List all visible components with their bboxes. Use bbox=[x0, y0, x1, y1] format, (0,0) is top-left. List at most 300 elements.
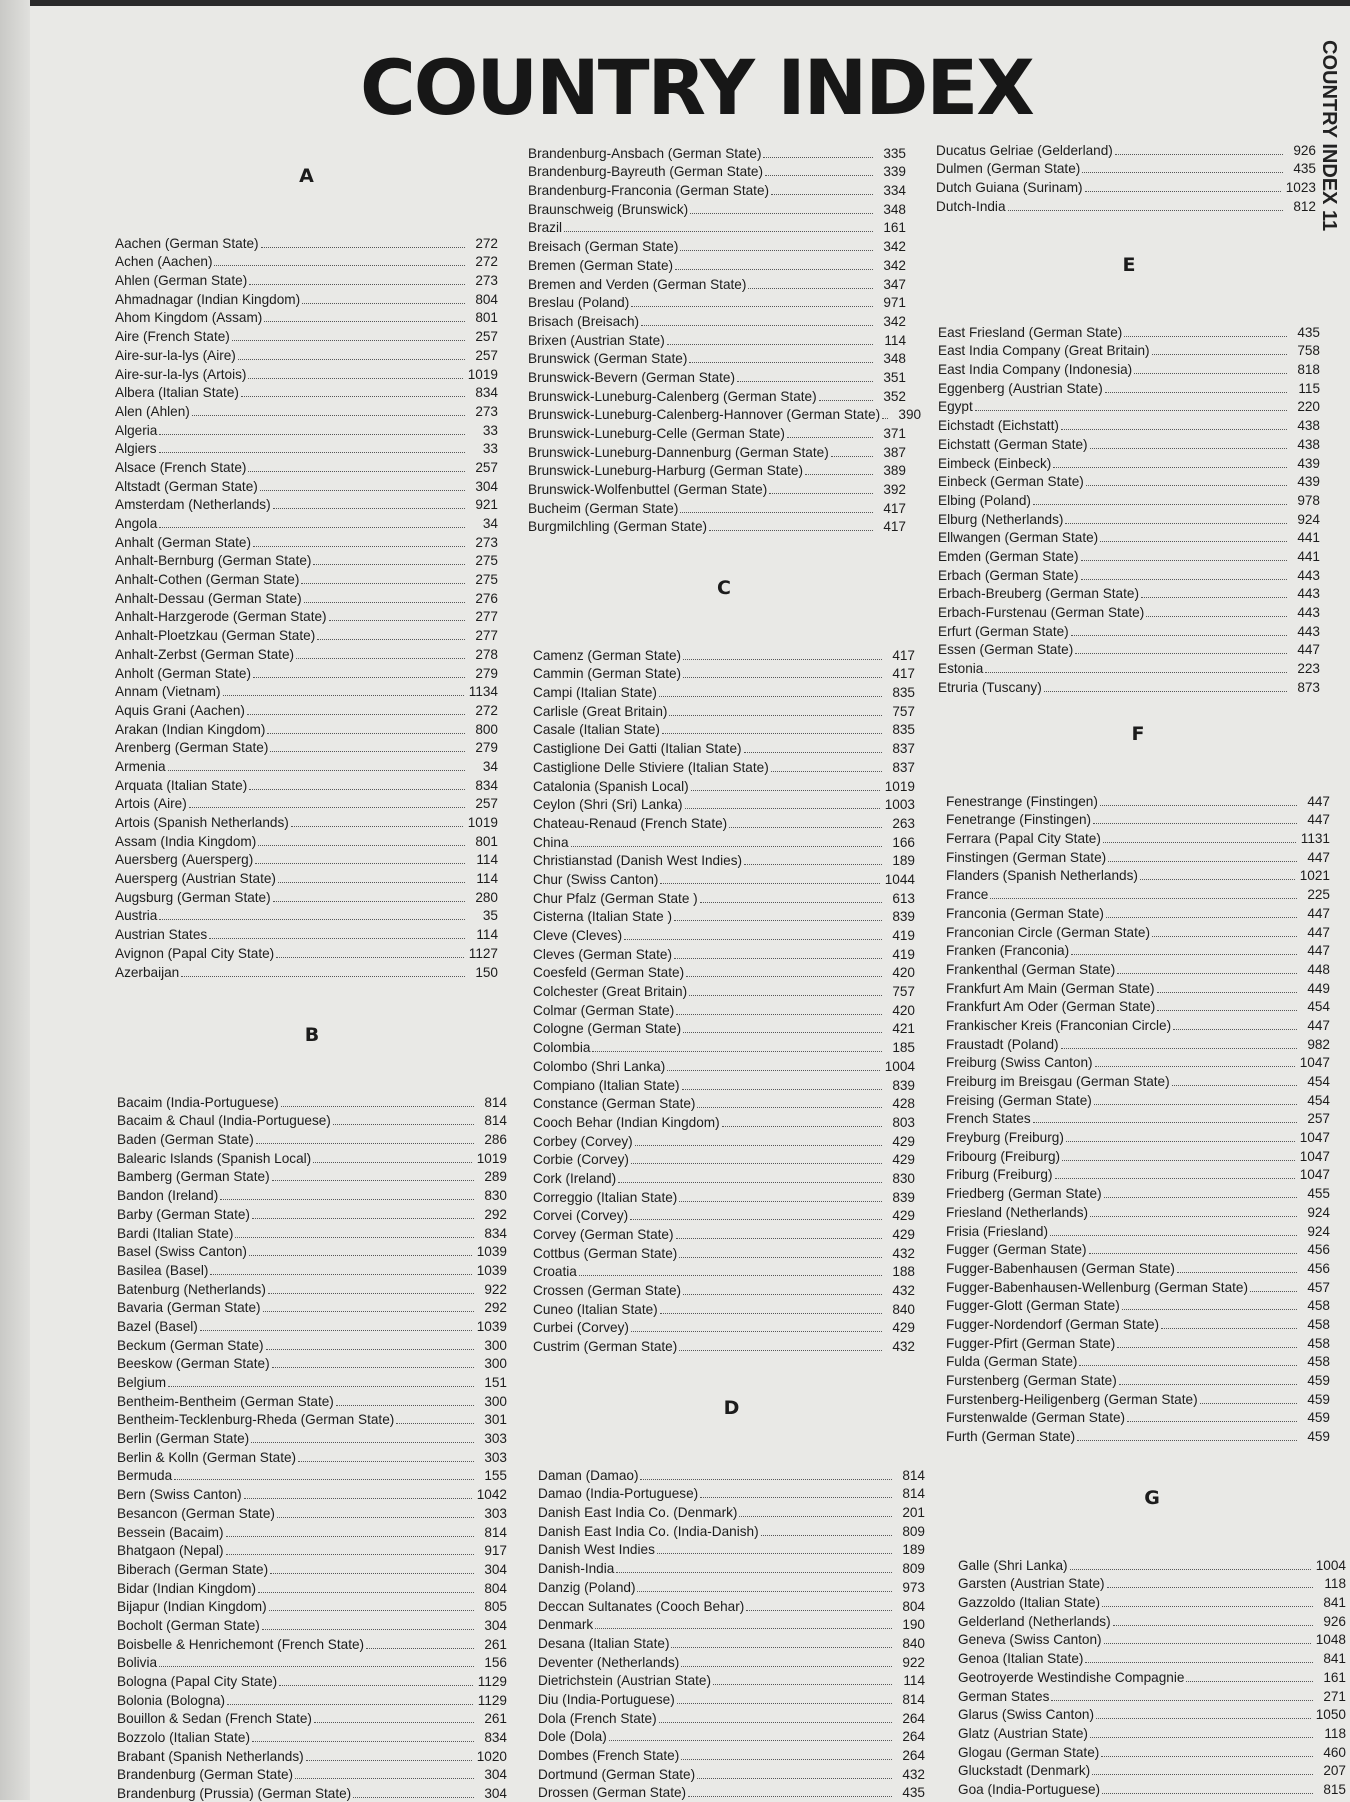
entry-page-number: 447 bbox=[1307, 943, 1330, 959]
dot-leader bbox=[681, 1666, 892, 1667]
dot-leader bbox=[1124, 336, 1287, 337]
entry-name: Armenia bbox=[115, 758, 166, 774]
index-entry bbox=[117, 1578, 507, 1597]
entry-name: Dietrichstein (Austrian State) bbox=[538, 1673, 712, 1689]
section-letter-d: D bbox=[723, 1397, 740, 1419]
entry-name: Brandenburg-Franconia (German State) bbox=[528, 183, 770, 199]
entry-page-number: 272 bbox=[475, 254, 498, 270]
entry-page-number: 803 bbox=[892, 1114, 915, 1130]
entry-page-number: 814 bbox=[484, 1524, 507, 1540]
entry-page-number: 457 bbox=[1307, 1279, 1330, 1295]
index-entry bbox=[533, 981, 915, 1000]
entry-name: Damao (India-Portuguese) bbox=[538, 1486, 699, 1502]
index-entry bbox=[946, 866, 1330, 885]
entry-page-number: 443 bbox=[1297, 586, 1320, 602]
entry-name: Gelderland (Netherlands) bbox=[958, 1613, 1111, 1629]
entry-name: Breslau (Poland) bbox=[528, 295, 630, 311]
dot-leader bbox=[675, 269, 873, 270]
entry-name: Dortmund (German State) bbox=[538, 1766, 696, 1782]
entry-page-number: 272 bbox=[475, 702, 498, 718]
entry-page-number: 837 bbox=[892, 759, 915, 775]
dot-leader bbox=[1141, 597, 1287, 598]
index-entry bbox=[946, 1165, 1330, 1184]
entry-name: Brunswick-Luneburg-Calenberg (German State) bbox=[528, 388, 817, 404]
dot-leader bbox=[1102, 1606, 1313, 1607]
entry-name: Fenestrange (Finstingen) bbox=[946, 793, 1098, 809]
section-d bbox=[538, 1397, 925, 1801]
entry-name: Anhalt (German State) bbox=[115, 534, 251, 550]
entry-page-number: 459 bbox=[1307, 1410, 1330, 1426]
index-entry bbox=[533, 1000, 915, 1019]
entry-name: Estonia bbox=[938, 661, 984, 677]
dot-leader bbox=[209, 938, 465, 939]
dot-leader bbox=[226, 1554, 474, 1555]
entry-name: Artois (Spanish Netherlands) bbox=[115, 815, 289, 830]
entry-page-number: 276 bbox=[475, 590, 498, 606]
entry-name: Cleve (Cleves) bbox=[533, 928, 623, 943]
entry-page-number: 443 bbox=[1297, 567, 1320, 583]
index-entry bbox=[117, 1410, 507, 1429]
dot-leader bbox=[329, 620, 465, 621]
dot-leader bbox=[683, 1032, 882, 1033]
entry-name: Brunswick-Luneburg-Dannenburg (German State) bbox=[528, 444, 829, 460]
dot-leader bbox=[744, 864, 882, 865]
entry-page-number: 1004 bbox=[884, 1058, 915, 1074]
entry-page-number: 454 bbox=[1307, 1074, 1330, 1089]
entry-page-number: 443 bbox=[1297, 623, 1320, 639]
entry-name: Brunswick-Bevern (German State) bbox=[528, 369, 735, 385]
dot-leader bbox=[882, 418, 888, 419]
entry-page-number: 275 bbox=[475, 572, 498, 588]
entry-name: East Friesland (German State) bbox=[938, 324, 1123, 340]
entry-name: Freyburg (Freiburg) bbox=[946, 1130, 1064, 1146]
dot-leader bbox=[1146, 616, 1287, 617]
index-entry bbox=[115, 794, 498, 813]
index-entry bbox=[528, 180, 906, 199]
index-entry bbox=[533, 1187, 915, 1206]
entry-page-number: 456 bbox=[1307, 1242, 1330, 1258]
entry-name: Anhalt-Bernburg (German State) bbox=[115, 553, 312, 569]
dot-leader bbox=[267, 733, 465, 734]
dot-leader bbox=[1172, 1085, 1297, 1086]
entry-page-number: 448 bbox=[1307, 961, 1330, 977]
index-entry bbox=[946, 1034, 1330, 1053]
entry-page-number: 390 bbox=[898, 407, 922, 423]
dot-leader bbox=[1119, 1384, 1297, 1385]
entry-page-number: 33 bbox=[482, 441, 498, 457]
dot-leader bbox=[659, 696, 882, 697]
index-entry bbox=[533, 813, 915, 832]
index-entry bbox=[117, 1298, 507, 1317]
entry-name: Boisbelle & Henrichemont (French State) bbox=[117, 1636, 365, 1652]
entry-name: Dombes (French State) bbox=[538, 1748, 680, 1763]
entry-page-number: 922 bbox=[484, 1281, 507, 1297]
dot-leader bbox=[1077, 1440, 1297, 1441]
entry-name: Bacaim & Chaul (India-Portuguese) bbox=[117, 1113, 331, 1129]
entry-page-number: 1047 bbox=[1299, 1167, 1330, 1183]
entry-name: Algiers bbox=[115, 441, 157, 457]
entry-name: Ellwangen (German State) bbox=[938, 530, 1099, 546]
entry-name: Brandenburg (Prussia) (German State) bbox=[117, 1786, 352, 1802]
entry-name: Bologna (Papal City State) bbox=[117, 1674, 278, 1689]
index-entry bbox=[946, 1389, 1330, 1408]
entry-page-number: 389 bbox=[883, 463, 906, 479]
entry-name: Friedberg (German State) bbox=[946, 1186, 1102, 1202]
entry-page-number: 304 bbox=[484, 1786, 507, 1802]
entry-name: Bermuda bbox=[117, 1468, 173, 1484]
entry-name: Essen (German State) bbox=[938, 642, 1074, 658]
entry-page-number: 613 bbox=[892, 890, 915, 906]
entry-name: Croatia bbox=[533, 1264, 577, 1280]
entry-page-number: 277 bbox=[475, 628, 498, 644]
entry-name: Dola (French State) bbox=[538, 1710, 657, 1726]
entry-name: Daman (Damao) bbox=[538, 1467, 639, 1483]
entry-page-number: 273 bbox=[475, 534, 498, 550]
entry-name: Danish West Indies bbox=[538, 1542, 655, 1558]
index-entry bbox=[538, 1745, 925, 1764]
dot-leader bbox=[255, 863, 465, 864]
entry-page-number: 438 bbox=[1297, 436, 1320, 452]
entry-name: Chateau-Renaud (French State) bbox=[533, 815, 728, 831]
entry-name: Algeria bbox=[115, 422, 158, 438]
dot-leader bbox=[667, 344, 873, 345]
entry-page-number: 435 bbox=[1297, 324, 1320, 340]
entry-name: Fugger-Pfirt (German State) bbox=[946, 1335, 1116, 1351]
entry-name: Furstenberg-Heiligenberg (German State) bbox=[946, 1391, 1198, 1407]
index-entry bbox=[533, 738, 915, 757]
dot-leader bbox=[1044, 691, 1287, 692]
dot-leader bbox=[697, 1107, 882, 1108]
index-entry bbox=[117, 1111, 507, 1130]
index-entry bbox=[115, 569, 498, 588]
dot-leader bbox=[1113, 1625, 1313, 1626]
entry-name: East India Company (Indonesia) bbox=[938, 362, 1133, 378]
section-letter-e: E bbox=[1122, 254, 1136, 276]
index-entry bbox=[117, 1634, 507, 1653]
dot-leader bbox=[618, 1182, 882, 1183]
entry-name: Glarus (Swiss Canton) bbox=[958, 1707, 1094, 1723]
entry-name: Bijapur (Indian Kingdom) bbox=[117, 1599, 267, 1615]
dot-leader bbox=[674, 958, 882, 959]
dot-leader bbox=[579, 1275, 882, 1276]
entry-name: Augsburg (German State) bbox=[115, 889, 271, 905]
entry-page-number: 417 bbox=[892, 666, 915, 682]
section-letter-c: C bbox=[717, 577, 731, 599]
index-entry bbox=[115, 289, 498, 308]
entry-page-number: 420 bbox=[892, 1002, 915, 1018]
entry-page-number: 292 bbox=[484, 1300, 507, 1316]
index-entry bbox=[115, 345, 498, 364]
entry-page-number: 151 bbox=[484, 1375, 507, 1390]
entry-page-number: 814 bbox=[902, 1691, 925, 1707]
dot-leader bbox=[571, 846, 882, 847]
dot-leader bbox=[677, 1703, 892, 1704]
entry-name: Colombo (Shri Lanka) bbox=[533, 1058, 666, 1074]
index-entry bbox=[936, 159, 1316, 178]
entry-page-number: 834 bbox=[484, 1225, 507, 1241]
index-entry bbox=[946, 1202, 1330, 1221]
entry-page-number: 978 bbox=[1297, 492, 1320, 508]
index-entry bbox=[528, 311, 906, 330]
index-entry bbox=[938, 602, 1320, 621]
entry-name: Campi (Italian State) bbox=[533, 685, 657, 701]
entry-page-number: 1019 bbox=[476, 1150, 507, 1166]
index-entry bbox=[117, 1653, 507, 1672]
dot-leader bbox=[210, 1274, 471, 1275]
entry-name: Brunswick-Luneburg-Harburg (German State) bbox=[528, 463, 804, 479]
entry-name: Assam (India Kingdom) bbox=[115, 833, 257, 849]
index-entry bbox=[533, 1299, 915, 1318]
entry-page-number: 304 bbox=[475, 478, 498, 494]
entry-page-number: 839 bbox=[892, 1077, 915, 1093]
entry-page-number: 417 bbox=[883, 519, 906, 535]
entry-page-number: 1048 bbox=[1315, 1632, 1346, 1648]
entry-name: Colombia bbox=[533, 1040, 591, 1056]
entry-page-number: 303 bbox=[484, 1505, 507, 1521]
entry-name: Berlin & Kolln (German State) bbox=[117, 1449, 297, 1465]
entry-name: Brixen (Austrian State) bbox=[528, 332, 665, 348]
index-entry bbox=[528, 218, 906, 237]
entry-page-number: 757 bbox=[892, 984, 915, 1000]
entry-name: Alen (Ahlen) bbox=[115, 403, 190, 419]
index-entry bbox=[946, 1127, 1330, 1146]
entry-page-number: 432 bbox=[892, 1245, 915, 1261]
dot-leader bbox=[248, 471, 465, 472]
entry-name: Aire (French State) bbox=[115, 329, 230, 345]
index-entry bbox=[938, 434, 1320, 453]
entry-name: Breisach (German State) bbox=[528, 239, 679, 255]
entry-page-number: 304 bbox=[484, 1561, 507, 1577]
entry-name: Albera (Italian State) bbox=[115, 385, 239, 401]
entry-name: Corbey (Corvey) bbox=[533, 1133, 633, 1149]
entry-page-number: 835 bbox=[892, 685, 915, 701]
index-entry bbox=[538, 1615, 925, 1634]
entry-name: Avignon (Papal City State) bbox=[115, 945, 275, 961]
dot-leader bbox=[765, 175, 873, 176]
index-entry bbox=[115, 439, 498, 458]
dot-leader bbox=[609, 1740, 892, 1741]
dot-leader bbox=[1065, 523, 1287, 524]
dot-leader bbox=[637, 1591, 892, 1592]
index-entry bbox=[117, 1242, 507, 1261]
entry-name: Goa (India-Portuguese) bbox=[958, 1781, 1101, 1797]
index-entry bbox=[528, 162, 906, 181]
entry-name: Austrian States bbox=[115, 927, 208, 943]
entry-name: Auersperg (Austrian State) bbox=[115, 871, 276, 887]
entry-name: Custrim (German State) bbox=[533, 1339, 678, 1355]
entry-name: Azerbaijan bbox=[115, 964, 180, 980]
index-entry bbox=[115, 887, 498, 906]
entry-page-number: 840 bbox=[902, 1635, 925, 1651]
entry-page-number: 371 bbox=[883, 426, 906, 441]
index-entry bbox=[115, 700, 498, 719]
entry-page-number: 114 bbox=[884, 332, 906, 348]
index-entry bbox=[946, 1146, 1330, 1165]
entry-name: Angola bbox=[115, 516, 158, 531]
dot-leader bbox=[1089, 1253, 1297, 1254]
entry-name: Bandon (Ireland) bbox=[117, 1188, 219, 1204]
entry-page-number: 447 bbox=[1307, 812, 1330, 828]
section-g bbox=[958, 1487, 1346, 1798]
dot-leader bbox=[1104, 1643, 1311, 1644]
dot-leader bbox=[159, 919, 465, 920]
entry-name: East India Company (Great Britain) bbox=[938, 343, 1150, 359]
entry-name: Constance (German State) bbox=[533, 1096, 696, 1112]
entry-name: Carlisle (Great Britain) bbox=[533, 703, 668, 719]
entry-page-number: 812 bbox=[1293, 198, 1316, 214]
index-entry bbox=[117, 1447, 507, 1466]
index-entry bbox=[538, 1764, 925, 1783]
entry-name: Ahom Kingdom (Assam) bbox=[115, 310, 263, 326]
dot-leader bbox=[268, 1293, 474, 1294]
dot-leader bbox=[1140, 879, 1295, 880]
entry-page-number: 161 bbox=[883, 220, 906, 236]
entry-page-number: 804 bbox=[902, 1598, 925, 1614]
dot-leader bbox=[1093, 823, 1297, 824]
dot-leader bbox=[181, 976, 465, 977]
index-entry bbox=[958, 1705, 1346, 1724]
dot-leader bbox=[697, 1778, 892, 1779]
dot-leader bbox=[301, 583, 465, 584]
entry-name: Brisach (Breisach) bbox=[528, 313, 640, 329]
entry-name: Bern (Swiss Canton) bbox=[117, 1487, 242, 1503]
entry-name: Altstadt (German State) bbox=[115, 478, 258, 494]
index-entry bbox=[938, 322, 1320, 341]
dot-leader bbox=[1200, 1403, 1297, 1404]
index-entry bbox=[117, 1765, 507, 1784]
dot-leader bbox=[669, 715, 882, 716]
entry-name: Frankfurt Am Main (German State) bbox=[946, 980, 1155, 996]
entry-page-number: 804 bbox=[484, 1580, 507, 1596]
index-entry bbox=[533, 664, 915, 683]
entry-name: Castiglione Delle Stiviere (Italian State) bbox=[533, 759, 769, 775]
entry-name: Deccan Sultanates (Cooch Behar) bbox=[538, 1598, 745, 1614]
entry-name: Bouillon & Sedan (French State) bbox=[117, 1711, 312, 1727]
dot-leader bbox=[302, 303, 465, 304]
index-entry bbox=[533, 1336, 915, 1355]
entry-page-number: 439 bbox=[1297, 455, 1320, 471]
dot-leader bbox=[739, 1516, 892, 1517]
index-entry bbox=[115, 906, 498, 925]
index-entry bbox=[533, 1112, 915, 1131]
entry-page-number: 257 bbox=[475, 347, 498, 363]
entry-name: Cisterna (Italian State ) bbox=[533, 909, 673, 925]
index-entry bbox=[117, 1204, 507, 1223]
dot-leader bbox=[1092, 1774, 1313, 1775]
entry-name: Austria bbox=[115, 908, 158, 924]
entry-page-number: 814 bbox=[902, 1467, 925, 1483]
index-entry bbox=[946, 903, 1330, 922]
entry-page-number: 279 bbox=[475, 665, 498, 681]
entry-page-number: 454 bbox=[1307, 1092, 1330, 1108]
dot-leader bbox=[241, 396, 465, 397]
entry-name: Corvey (German State) bbox=[533, 1227, 674, 1242]
entry-name: Anhalt-Dessau (German State) bbox=[115, 590, 302, 606]
index-entry bbox=[117, 1522, 507, 1541]
entry-page-number: 922 bbox=[902, 1654, 925, 1670]
dot-leader bbox=[686, 976, 882, 977]
entry-name: Ahmadnagar (Indian Kingdom) bbox=[115, 291, 301, 307]
entry-name: Anhalt-Zerbst (German State) bbox=[115, 646, 295, 662]
dot-leader bbox=[159, 434, 465, 435]
entry-page-number: 189 bbox=[902, 1542, 925, 1558]
index-entry bbox=[528, 479, 906, 498]
entry-page-number: 1047 bbox=[1299, 1148, 1330, 1164]
index-entry bbox=[115, 644, 498, 663]
entry-name: Frankenthal (German State) bbox=[946, 961, 1116, 977]
section-d-continued bbox=[936, 140, 1316, 215]
entry-page-number: 924 bbox=[1297, 511, 1320, 527]
section-b-continued bbox=[528, 143, 922, 535]
entry-name: Brandenburg-Ansbach (German State) bbox=[528, 145, 762, 161]
index-entry bbox=[538, 1727, 925, 1746]
entry-name: Camenz (German State) bbox=[533, 647, 682, 663]
index-entry bbox=[938, 490, 1320, 509]
dot-leader bbox=[1100, 541, 1287, 542]
entry-page-number: 114 bbox=[476, 871, 498, 887]
index-entry bbox=[946, 1296, 1330, 1315]
dot-leader bbox=[260, 490, 465, 491]
entry-name: Artois (Aire) bbox=[115, 796, 187, 812]
index-entry bbox=[115, 551, 498, 570]
index-entry bbox=[533, 888, 915, 907]
entry-name: Fenetrange (Finstingen) bbox=[946, 812, 1092, 828]
dot-leader bbox=[281, 1106, 474, 1107]
dot-leader bbox=[227, 1704, 473, 1705]
entry-name: Ahlen (German State) bbox=[115, 273, 248, 289]
dot-leader bbox=[595, 1628, 892, 1629]
dot-leader bbox=[679, 1201, 882, 1202]
index-entry bbox=[938, 621, 1320, 640]
section-letter-b: B bbox=[304, 1024, 320, 1046]
dot-leader bbox=[366, 1648, 474, 1649]
entry-page-number: 1020 bbox=[476, 1748, 507, 1764]
index-entry bbox=[946, 978, 1330, 997]
dot-leader bbox=[266, 1349, 474, 1350]
entry-page-number: 304 bbox=[484, 1617, 507, 1633]
dot-leader bbox=[1096, 1718, 1311, 1719]
page-top-edge bbox=[30, 0, 1350, 6]
index-entry bbox=[115, 682, 498, 701]
entry-page-number: 926 bbox=[1323, 1613, 1346, 1629]
index-entry bbox=[117, 1391, 507, 1410]
index-entry bbox=[117, 1484, 507, 1503]
index-entry bbox=[958, 1555, 1346, 1574]
index-entry bbox=[533, 1224, 915, 1243]
index-entry bbox=[958, 1630, 1346, 1649]
dot-leader bbox=[1079, 1365, 1297, 1366]
entry-page-number: 300 bbox=[484, 1356, 507, 1372]
entry-name: Frisia (Friesland) bbox=[946, 1223, 1048, 1239]
entry-name: Castiglione Dei Gatti (Italian State) bbox=[533, 741, 742, 757]
entry-page-number: 458 bbox=[1307, 1354, 1330, 1370]
entry-page-number: 35 bbox=[482, 908, 498, 924]
dot-leader bbox=[1051, 1700, 1313, 1701]
entry-page-number: 432 bbox=[892, 1283, 915, 1299]
entry-page-number: 223 bbox=[1297, 661, 1320, 677]
entry-page-number: 286 bbox=[484, 1132, 507, 1148]
entry-page-number: 348 bbox=[883, 351, 906, 367]
dot-leader bbox=[679, 1350, 882, 1351]
entry-page-number: 207 bbox=[1323, 1763, 1346, 1779]
index-entry bbox=[946, 791, 1330, 810]
entry-page-number: 841 bbox=[1323, 1595, 1346, 1611]
index-entry bbox=[533, 1150, 915, 1169]
entry-page-number: 458 bbox=[1307, 1316, 1330, 1332]
index-entry bbox=[533, 925, 915, 944]
entry-page-number: 1050 bbox=[1315, 1707, 1346, 1723]
entry-name: Chur Pfalz (German State ) bbox=[533, 890, 698, 906]
